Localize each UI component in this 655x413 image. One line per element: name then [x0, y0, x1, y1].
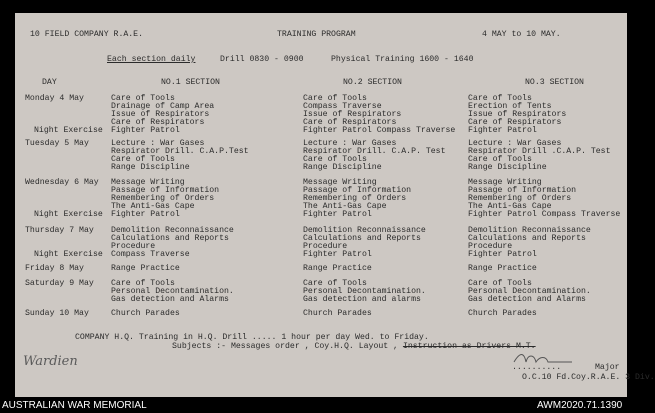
- activity-line: Procedure: [303, 242, 348, 251]
- date-range: 4 MAY to 10 MAY.: [482, 30, 561, 39]
- section-s2-cell: [303, 95, 455, 135]
- activity-line: Passage of Information: [111, 186, 220, 195]
- signatory-rank: Major: [595, 363, 620, 372]
- section-s1-cell: [111, 265, 180, 273]
- activity-line: Care of Respirators: [303, 118, 397, 127]
- section-s1-cell: [111, 140, 249, 172]
- activity-line: Care of Tools: [111, 94, 175, 103]
- company-hq-subjects: [172, 343, 536, 351]
- activity-line: Remembering of Orders: [303, 194, 407, 203]
- daily-label: Each section daily: [107, 55, 196, 64]
- daily-pt: Physical Training 1600 - 1640: [331, 55, 474, 64]
- activity-line: Compass Traverse: [111, 250, 190, 259]
- company-hq-line: COMPANY H.Q. Training in H.Q. Drill ..... 1 hour per day Wed. to Friday.: [75, 333, 429, 342]
- day-label: Friday 8 May: [25, 264, 84, 273]
- activity-line: Care of Respirators: [468, 118, 562, 127]
- activity-line: Procedure: [111, 242, 156, 251]
- activity-line: Respirator Drill. C.A.P.Test: [111, 147, 249, 156]
- activity-line: Demolition Reconnaissance: [468, 226, 591, 235]
- section-s2-cell: [303, 140, 446, 172]
- activity-line: Personal Decontamination.: [303, 287, 426, 296]
- activity-line: Fighter Patrol: [111, 126, 180, 135]
- activity-line: Personal Decontamination.: [468, 287, 591, 296]
- activity-line: Care of Tools: [303, 155, 367, 164]
- section-s3-cell: [468, 310, 537, 318]
- activity-line: Care of Respirators: [111, 118, 205, 127]
- activity-line: The Anti-Gas Cape: [303, 202, 387, 211]
- archive-name: AUSTRALIAN WAR MEMORIAL: [2, 400, 147, 411]
- activity-line: Fighter Patrol: [303, 210, 372, 219]
- section-s3-cell: [468, 280, 591, 304]
- activity-line: The Anti-Gas Cape: [468, 202, 552, 211]
- section-s1-cell: [111, 95, 214, 135]
- company-name: 10 FIELD COMPANY R.A.E.: [30, 30, 144, 39]
- section-s2-cell: [303, 265, 372, 273]
- archive-reference: AWM2020.71.1390: [537, 400, 623, 411]
- daily-drill: Drill 0830 - 0900: [220, 55, 304, 64]
- activity-line: Message Writing: [111, 178, 185, 187]
- document-title: TRAINING PROGRAM: [277, 30, 356, 39]
- activity-line: Gas detection and Alarms: [111, 295, 229, 304]
- activity-line: Fighter Patrol: [303, 250, 372, 259]
- document-page: [15, 13, 655, 397]
- night-exercise-label: Night Exercise: [34, 210, 103, 219]
- section-s3-cell: [468, 179, 620, 219]
- activity-line: Care of Tools: [111, 155, 175, 164]
- activity-line: Lecture : War Gases: [111, 139, 205, 148]
- section-s3-cell: [468, 140, 611, 172]
- activity-line: Fighter Patrol: [111, 210, 180, 219]
- day-label: Thursday 7 May: [25, 226, 94, 235]
- col-s1-header: NO.1 SECTION: [161, 78, 220, 87]
- activity-line: Fighter Patrol: [468, 126, 537, 135]
- activity-line: Fighter Patrol: [468, 250, 537, 259]
- activity-line: Erection of Tents: [468, 102, 552, 111]
- activity-line: Range Discipline: [303, 163, 382, 172]
- section-s3-cell: [468, 265, 537, 273]
- activity-line: Gas detection and alarms: [303, 295, 421, 304]
- activity-line: Passage of Information: [468, 186, 577, 195]
- col-s2-header: NO.2 SECTION: [343, 78, 402, 87]
- night-exercise-label: Night Exercise: [34, 126, 103, 135]
- activity-line: Respirator Drill .C.A.P. Test: [468, 147, 611, 156]
- activity-line: Care of Tools: [303, 94, 367, 103]
- activity-line: Remembering of Orders: [468, 194, 572, 203]
- activity-line: Care of Tools: [468, 94, 532, 103]
- activity-line: Care of Tools: [468, 279, 532, 288]
- handwritten-initials: Wardien: [23, 354, 78, 369]
- section-s3-cell: [468, 227, 591, 259]
- activity-line: Passage of Information: [303, 186, 412, 195]
- activity-line: Message Writing: [468, 178, 542, 187]
- activity-line: Lecture : War Gases: [303, 139, 397, 148]
- section-s2-cell: [303, 310, 372, 318]
- night-exercise-label: Night Exercise: [34, 250, 103, 259]
- activity-line: Gas detection and Alarms: [468, 295, 586, 304]
- activity-line: Range Discipline: [111, 163, 190, 172]
- activity-line: Compass Traverse: [303, 102, 382, 111]
- activity-line: Range Discipline: [468, 163, 547, 172]
- activity-line: Church Parades: [303, 309, 372, 318]
- day-label: Monday 4 May: [25, 94, 84, 103]
- activity-line: Range Practice: [111, 264, 180, 273]
- activity-line: Calculations and Reports: [303, 234, 421, 243]
- signatory-title: O.C.10 Fd.Coy.R.A.E. 3 Div.: [522, 373, 655, 382]
- activity-line: Procedure: [468, 242, 513, 251]
- activity-line: The Anti-Gas Cape: [111, 202, 195, 211]
- activity-line: Message Writing: [303, 178, 377, 187]
- subjects-text: Subjects :- Messages order , Coy.H.Q. Layout ,: [172, 342, 399, 351]
- day-label: Sunday 10 May: [25, 309, 89, 318]
- day-label: Wednesday 6 May: [25, 178, 99, 187]
- activity-line: Personal Decontamination.: [111, 287, 234, 296]
- activity-line: Range Practice: [303, 264, 372, 273]
- day-label: Saturday 9 May: [25, 279, 94, 288]
- section-s2-cell: [303, 280, 426, 304]
- archive-footer: [0, 398, 640, 413]
- activity-line: Demolition Reconnaissance: [111, 226, 234, 235]
- col-day-header: DAY: [42, 78, 57, 87]
- section-s2-cell: [303, 227, 426, 259]
- activity-line: Fighter Patrol Compass Traverse: [303, 126, 456, 135]
- activity-line: Remembering of Orders: [111, 194, 215, 203]
- section-s3-cell: [468, 95, 566, 135]
- activity-line: Calculations and Reports: [468, 234, 586, 243]
- activity-line: Church Parades: [468, 309, 537, 318]
- activity-line: Issue of Respirators: [468, 110, 567, 119]
- activity-line: Care of Tools: [468, 155, 532, 164]
- activity-line: Issue of Respirators: [111, 110, 210, 119]
- signature-dots: ..........: [512, 363, 562, 372]
- activity-line: Drainage of Camp Area: [111, 102, 215, 111]
- activity-line: Respirator Drill. C.A.P. Test: [303, 147, 446, 156]
- day-label: Tuesday 5 May: [25, 139, 89, 148]
- activity-line: Issue of Respirators: [303, 110, 402, 119]
- section-s1-cell: [111, 227, 234, 259]
- activity-line: Fighter Patrol Compass Traverse: [468, 210, 621, 219]
- activity-line: Demolition Reconnaissance: [303, 226, 426, 235]
- activity-line: Calculations and Reports: [111, 234, 229, 243]
- activity-line: Church Parades: [111, 309, 180, 318]
- section-s1-cell: [111, 310, 180, 318]
- col-s3-header: NO.3 SECTION: [525, 78, 584, 87]
- activity-line: Range Practice: [468, 264, 537, 273]
- section-s1-cell: [111, 280, 234, 304]
- activity-line: Care of Tools: [303, 279, 367, 288]
- section-s1-cell: [111, 179, 219, 219]
- section-s2-cell: [303, 179, 411, 219]
- activity-line: Lecture : War Gases: [468, 139, 562, 148]
- subjects-struck-text: Instruction as Drivers M.T.: [402, 342, 536, 351]
- activity-line: Care of Tools: [111, 279, 175, 288]
